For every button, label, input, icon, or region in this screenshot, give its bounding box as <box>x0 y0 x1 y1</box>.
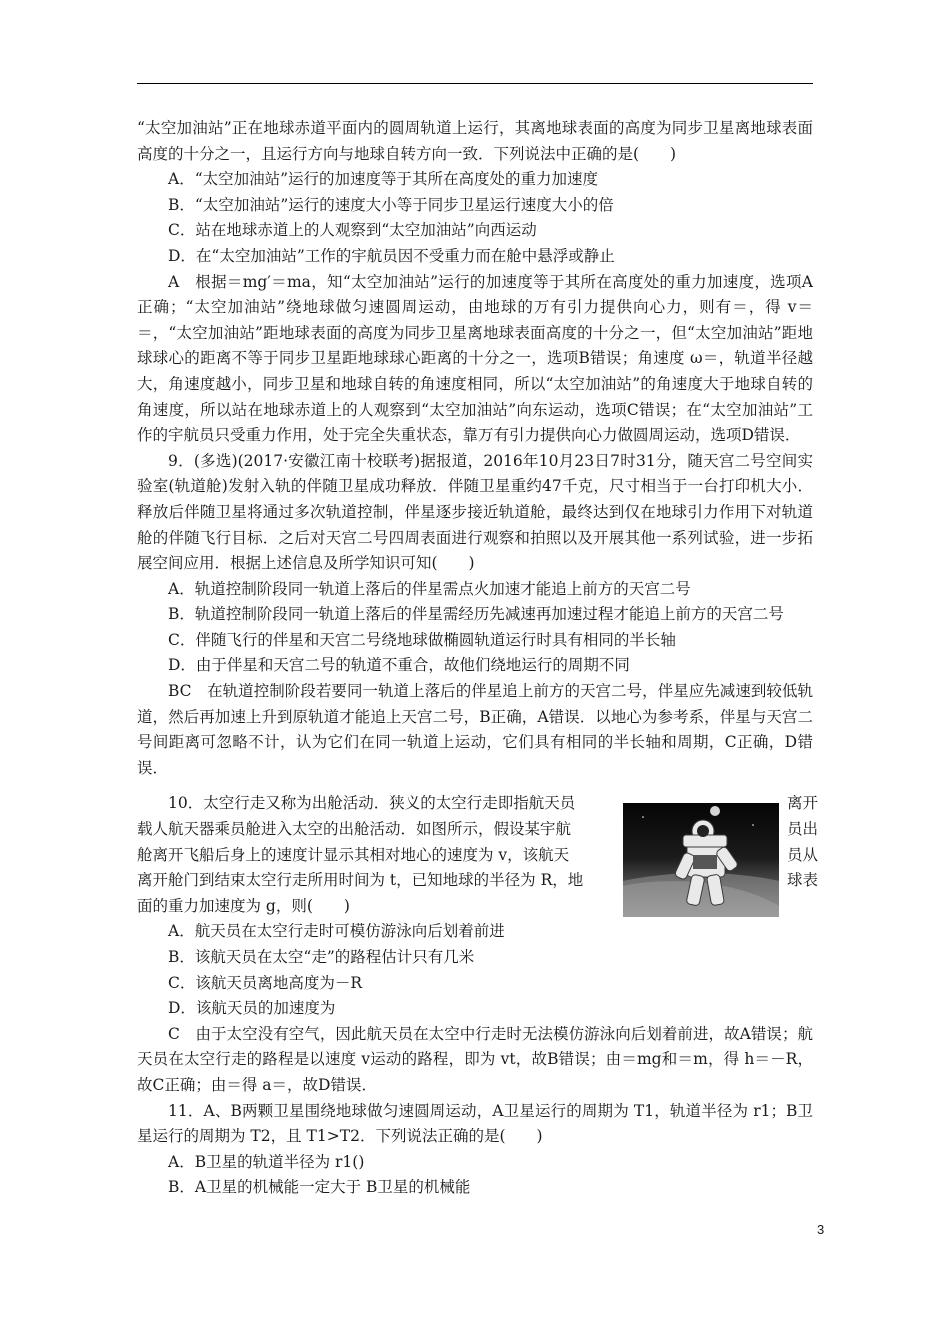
astronaut-illustration <box>623 803 779 917</box>
q8-option-a: A．“太空加油站”运行的加速度等于其所在高度处的重力加速度 <box>168 170 599 189</box>
q9-option-c: C．伴随飞行的伴星和天宫二号绕地球做椭圆轨道运行时具有相同的半长轴 <box>168 630 676 649</box>
q8-option-b: B．“太空加油站”运行的速度大小等于同步卫星运行速度大小的倍 <box>168 195 614 214</box>
q10-stem-line: 离开舱门到结束太空行走所用时间为 t，已知地球的半径为 R，地 <box>137 871 584 890</box>
q8-option-d: D．在“太空加油站”工作的宇航员因不受重力而在舱中悬浮或静止 <box>168 246 615 265</box>
header-rule <box>137 83 813 84</box>
q10-block <box>137 791 819 919</box>
q10-stem-line: 10．太空行走又称为出舱活动．狭义的太空行走即指航天员 <box>168 794 576 813</box>
q9-option-b: B．轨道控制阶段同一轨道上落后的伴星需经历先减速再加速过程才能追上前方的天宫二号 <box>168 605 784 624</box>
q9-stem: 9．(多选)(2017·安徽江南十校联考)据报道，2016年10月23日7时31分，随天宫二号空间实验室(轨道舱)发射入轨的伴随卫星成功释放．伴随卫星重约47千克，尺寸相当于一台打印机大小．释放后伴随卫星将通过多次轨道控制，伴星逐步接近轨道舱，最终达到仅在地球引力作用下对轨道舱的伴随飞行目标．之后对天宫二号四周表面进行观察和拍照以及开展其他一系列试验，进一步拓展空间应用．根据上述信息及所学知识可知( ) <box>137 451 813 573</box>
q10-option-b: B．该航天员在太空“走”的路程估计只有几米 <box>168 948 475 967</box>
q11-stem: 11．A、B两颗卫星围绕地球做匀速圆周运动，A卫星运行的周期为 T1，轨道半径为 r1；B卫星运行的周期为 T2，且 T1>T2．下列说法正确的是( ) <box>137 1101 813 1146</box>
q10-option-d: D．该航天员的加速度为 <box>168 999 336 1018</box>
q10-stem-right-line: 员出 <box>787 820 819 839</box>
q11-option-b: B．A卫星的机械能一定大于 B卫星的机械能 <box>168 1178 471 1197</box>
q10-option-a: A．航天员在太空行走时可模仿游泳向后划着前进 <box>168 922 505 941</box>
q9-answer: BC 在轨道控制阶段若要同一轨道上落后的伴星追上前方的天宫二号，伴星应先减速到较低轨道，然后再加速上升到原轨道才能追上天宫二号，B正确，A错误．以地心为参考系，伴星与天宫二号间距离可忽略不计，认为它们在同一轨道上运动，它们具有相同的半长轴和周期，C正确，D错误． <box>137 682 813 777</box>
q10-stem-line: 载人航天器乘员舱进入太空的出舱活动．如图所示，假设某宇航 <box>137 820 572 839</box>
q9-option-a: A．轨道控制阶段同一轨道上落后的伴星需点火加速才能追上前方的天宫二号 <box>168 579 691 598</box>
astronaut-photo <box>623 803 779 917</box>
q10-stem <box>137 791 637 919</box>
q10-stem-line: 面的重力加速度为 g，则( ) <box>137 896 350 915</box>
q10-stem-right <box>787 791 823 893</box>
q10-stem-line: 舱离开飞船后身上的速度计显示其相对地心的速度为 v，该航天 <box>137 845 570 864</box>
q8-stem: “太空加油站”正在地球赤道平面内的圆周轨道上运行，其离地球表面的高度为同步卫星离地球表面高度的十分之一，且运行方向与地球自转方向一致．下列说法中正确的是( ) <box>137 119 813 163</box>
q8-option-c: C．站在地球赤道上的人观察到“太空加油站”向西运动 <box>168 221 537 240</box>
q8-answer: A 根据＝mg′＝ma，知“太空加油站”运行的加速度等于其所在高度处的重力加速度，选项A正确；“太空加油站”绕地球做匀速圆周运动，由地球的万有引力提供向心力，则有＝，得 v＝＝，“太空加油站”距地球表面的高度为同步卫星离地球表面高度的十分之一，但“太空加油站”距地球球心的距离不等于同步卫星距地球球心距离的十分之一，选项B错误；角速度 ω＝，轨道半径越大，角速度越小，同步卫星和地球自转的角速度相同，所以“太空加油站”的角速度大于地球自转的角速度，所以站在地球赤道上的人观察到“太空加油站”向东运动，选项C错误；在“太空加油站”工作的宇航员只受重力作用，处于完全失重状态，靠万有引力提供向心力做圆周运动，选项D错误． <box>137 272 813 445</box>
q10-stem-right-line: 员从 <box>787 845 819 864</box>
q9-option-d: D．由于伴星和天宫二号的轨道不重合，故他们绕地运行的周期不同 <box>168 656 630 675</box>
page-content <box>137 116 819 1201</box>
q10-answer: C 由于太空没有空气，因此航天员在太空中行走时无法模仿游泳向后划着前进，故A错误；航天员在太空行走的路程是以速度 v运动的路程，即为 vt，故B错误；由＝mg和＝m，得 h＝－R，故C正确；由＝得 a＝，故D错误． <box>137 1024 813 1094</box>
q11-option-a: A．B卫星的轨道半径为 r1() <box>168 1152 365 1171</box>
q10-stem-right-line: 球表 <box>787 871 819 890</box>
page-number: 3 <box>817 1222 825 1237</box>
q10-stem-right-line: 离开 <box>787 794 819 813</box>
q10-option-c: C．该航天员离地高度为－R <box>168 973 363 992</box>
